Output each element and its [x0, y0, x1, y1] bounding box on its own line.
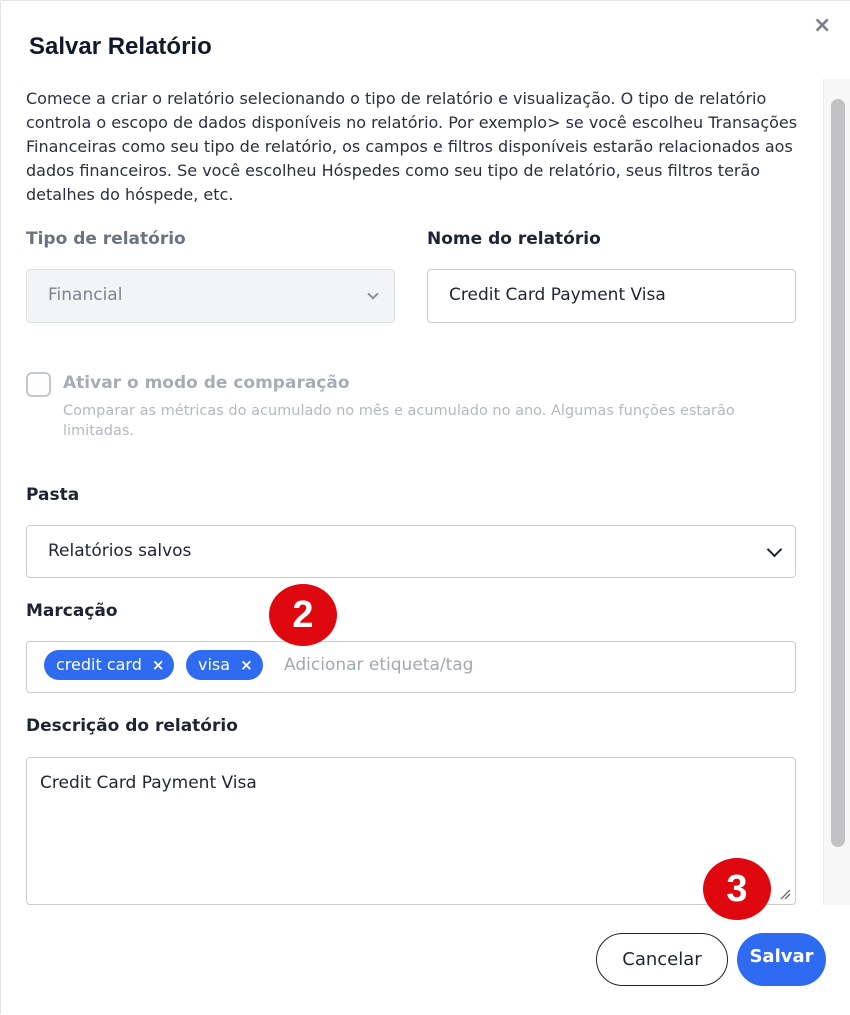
remove-tag-icon[interactable]: ×	[151, 656, 165, 674]
report-type-label: Tipo de relatório	[26, 229, 186, 249]
close-icon[interactable]: ×	[813, 13, 832, 38]
description-value: Credit Card Payment Visa	[40, 773, 257, 793]
chevron-down-icon	[367, 288, 378, 299]
intro-text: Comece a criar o relatório selecionando o tipo de relatório e visualização. O tipo de relatório controla o escopo de dados disponíveis no relatório. Por exemplo> se você escolheu Transações Financeiras como seu tipo de relatório, os campos e filtros disponíveis estarão relacionados aos dados financeiros. Se você escolheu Hóspedes como seu tipo de relatório, seus filtros terão detalhes do hóspede, etc.	[26, 89, 798, 204]
save-button[interactable]: Salvar	[737, 933, 826, 986]
tag-chip	[186, 650, 263, 680]
report-name-input[interactable]	[427, 269, 796, 323]
scrollbar-thumb[interactable]	[831, 99, 845, 847]
comparison-label: Ativar o modo de comparação	[63, 373, 350, 393]
tag-chip	[44, 650, 174, 680]
folder-label: Pasta	[26, 485, 80, 505]
report-type-value: Financial	[48, 285, 123, 305]
resize-handle-icon[interactable]	[779, 888, 791, 900]
dialog-title: Salvar Relatório	[29, 33, 212, 60]
comparison-help: Comparar as métricas do acumulado no mês e acumulado no ano. Algumas funções estarão limitadas.	[63, 403, 735, 439]
report-name-label: Nome do relatório	[427, 229, 601, 249]
chevron-down-icon	[767, 542, 783, 558]
step-badge-2: 2	[269, 584, 337, 646]
remove-tag-icon[interactable]: ×	[240, 656, 253, 674]
tag-input-placeholder[interactable]: Adicionar etiqueta/tag	[284, 655, 474, 675]
folder-value: Relatórios salvos	[48, 541, 192, 561]
description-textarea[interactable]	[26, 757, 796, 905]
tag-label: visa	[198, 655, 231, 674]
step-badge-3: 3	[703, 858, 771, 920]
description-label: Descrição do relatório	[26, 716, 238, 736]
tag-label: credit card	[56, 655, 142, 674]
tags-label: Marcação	[26, 601, 118, 621]
report-name-value: Credit Card Payment Visa	[449, 285, 666, 305]
report-type-select	[26, 269, 395, 323]
comparison-checkbox[interactable]	[26, 372, 51, 397]
cancel-button[interactable]: Cancelar	[596, 933, 728, 986]
folder-select[interactable]	[26, 525, 796, 578]
